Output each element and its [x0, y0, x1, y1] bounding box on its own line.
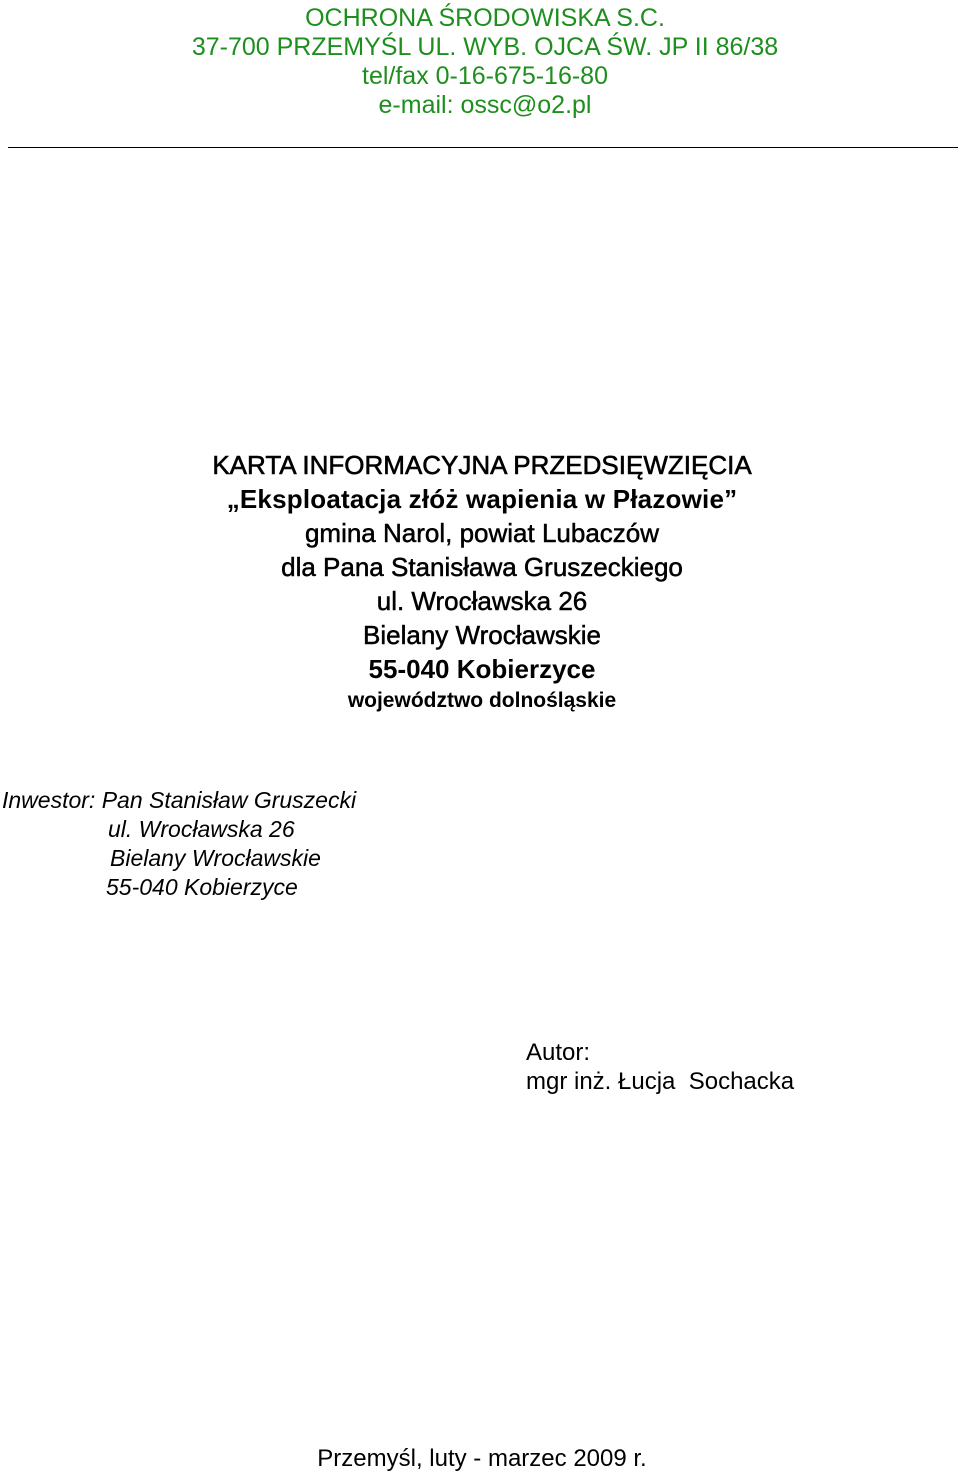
investor-block	[2, 786, 356, 902]
client-postal: 55-040 Kobierzyce	[368, 654, 596, 684]
header-divider	[8, 147, 958, 148]
investor-name: Inwestor: Pan Stanisław Gruszecki	[2, 787, 357, 813]
author-name: mgr inż. Łucja Sochacka	[526, 1068, 795, 1095]
place-date: Przemyśl, luty - marzec 2009 r.	[317, 1445, 647, 1472]
client-town: Bielany Wrocławskie	[363, 620, 601, 650]
title-block	[0, 448, 960, 716]
project-subject: „Eksploatacja złóż wapienia w Płazowie”	[226, 484, 738, 514]
author-block	[526, 1038, 794, 1096]
author-label: Autor:	[526, 1039, 591, 1066]
investor-street: ul. Wrocławska 26	[108, 816, 295, 842]
investor-town: Bielany Wrocławskie	[110, 845, 321, 871]
project-location: gmina Narol, powiat Lubaczów	[304, 518, 660, 548]
project-client: dla Pana Stanisława Gruszeckiego	[281, 552, 683, 582]
company-phone: tel/fax 0-16-675-16-80	[362, 62, 608, 90]
company-email: e-mail: ossc@o2.pl	[378, 91, 592, 119]
investor-postal: 55-040 Kobierzyce	[106, 874, 298, 900]
client-street: ul. Wrocławska 26	[376, 586, 588, 616]
letterhead	[0, 4, 960, 120]
client-voivodeship: województwo dolnośląskie	[347, 689, 617, 712]
company-name: OCHRONA ŚRODOWISKA S.C.	[305, 4, 665, 32]
company-address: 37-700 PRZEMYŚL UL. WYB. OJCA ŚW. JP II 86/38	[191, 33, 779, 61]
document-title: KARTA INFORMACYJNA PRZEDSIĘWZIĘCIA	[212, 450, 752, 480]
